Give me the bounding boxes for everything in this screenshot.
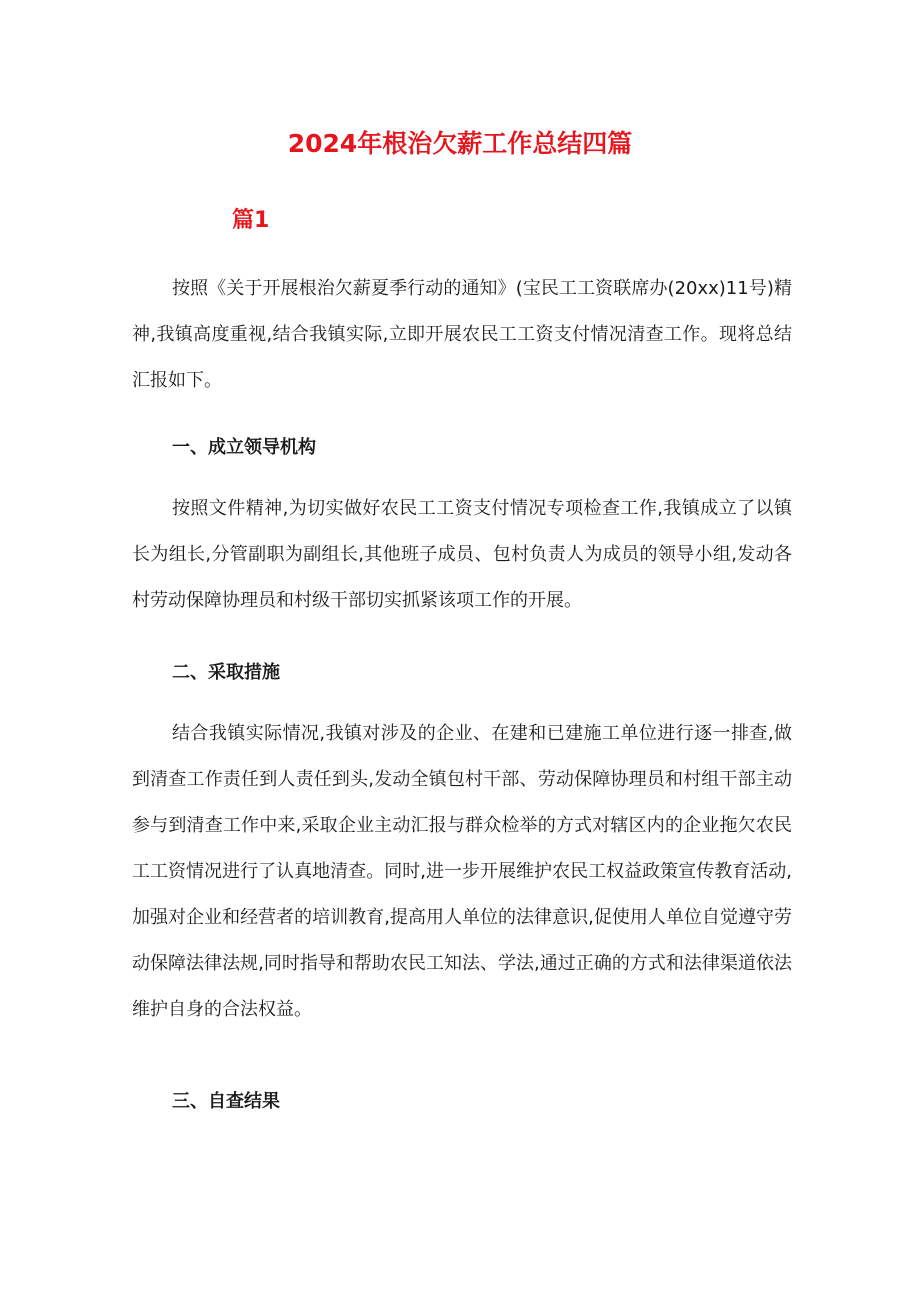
intro-paragraph: 按照《关于开展根治欠薪夏季行动的通知》(宝民工工资联席办(20xx)11号)精神,我镇高度重视,结合我镇实际,立即开展农民工工资支付情况清查工作。现将总结汇报如下。 (132, 278, 792, 391)
section-heading-3: 三、自查结果 (172, 1091, 280, 1112)
section-body-1: 按照文件精神,为切实做好农民工工资支付情况专项检查工作,我镇成立了以镇长为组长,分管副职为副组长,其他班子成员、包村负责人为成员的领导小组,发动各村劳动保障协理员和村级干部切实抓紧该项工作的开展。 (132, 498, 792, 611)
part-heading: 篇1 (232, 208, 270, 233)
document-title: 2024年根治欠薪工作总结四篇 (287, 129, 633, 158)
section-body-2: 结合我镇实际情况,我镇对涉及的企业、在建和已建施工单位进行逐一排查,做到清查工作责任到人责任到头,发动全镇包村干部、劳动保障协理员和村组干部主动参与到清查工作中来,采取企业主动汇报与群众检举的方式对辖区内的企业拖欠农民工工资情况进行了认真地清查。同时,进一步开展维护农民工权益政策宣传教育活动,加强对企业和经营者的培训教育,提高用人单位的法律意识,促使用人单位自觉遵守劳动保障法律法规,同时指导和帮助农民工知法、学法,通过正确的方式和法律渠道依法维护自身的合法权益。 (132, 723, 792, 1020)
section-heading-2: 二、采取措施 (172, 662, 280, 683)
section-heading-1: 一、成立领导机构 (172, 437, 316, 458)
